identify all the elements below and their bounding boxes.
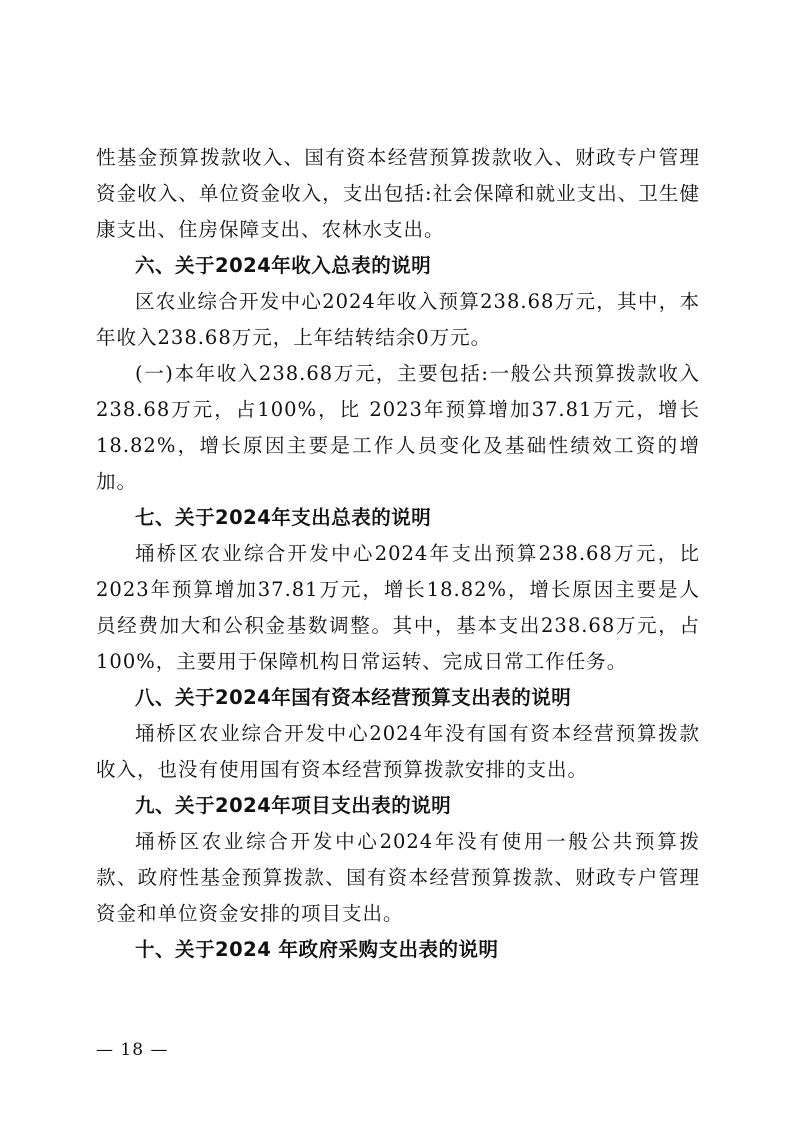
document-body <box>96 140 700 968</box>
section-heading-10: 十、关于2024 年政府采购支出表的说明 <box>135 938 499 961</box>
section-heading-7: 七、关于2024年支出总表的说明 <box>135 506 432 529</box>
section-heading-8: 八、关于2024年国有资本经营预算支出表的说明 <box>135 686 572 709</box>
paragraph-income-summary: 区农业综合开发中心2024年收入预算238.68万元，其中，本年收入238.68万元，上年结转结余0万元。 <box>96 290 700 349</box>
paragraph-state-capital: 埇桥区农业综合开发中心2024年没有国有资本经营预算拨款收入，也没有使用国有资本经营预算拨款安排的支出。 <box>96 722 700 781</box>
section-heading-6: 六、关于2024年收入总表的说明 <box>135 254 432 277</box>
page-number: — 18 — <box>96 1040 169 1060</box>
section-heading-9: 九、关于2024年项目支出表的说明 <box>135 794 452 817</box>
paragraph-expenditure-summary: 埇桥区农业综合开发中心2024年支出预算238.68万元，比2023年预算增加37.81万元，增长18.82%，增长原因主要是人员经费加大和公积金基数调整。其中，基本支出238.68万元，占100%，主要用于保障机构日常运转、完成日常工作任务。 <box>96 542 700 673</box>
paragraph-current-year-income: (一)本年收入238.68万元，主要包括:一般公共预算拨款收入238.68万元，占100%，比 2023年预算增加37.81万元，增长18.82%，增长原因主要是工作人员变化及基础性绩效工资的增加。 <box>96 362 700 493</box>
paragraph-continuation: 性基金预算拨款收入、国有资本经营预算拨款收入、财政专户管理资金收入、单位资金收入，支出包括:社会保障和就业支出、卫生健康支出、住房保障支出、农林水支出。 <box>96 146 700 241</box>
paragraph-project-expenditure: 埇桥区农业综合开发中心2024年没有使用一般公共预算拨款、政府性基金预算拨款、国有资本经营预算拨款、财政专户管理资金和单位资金安排的项目支出。 <box>96 830 700 925</box>
